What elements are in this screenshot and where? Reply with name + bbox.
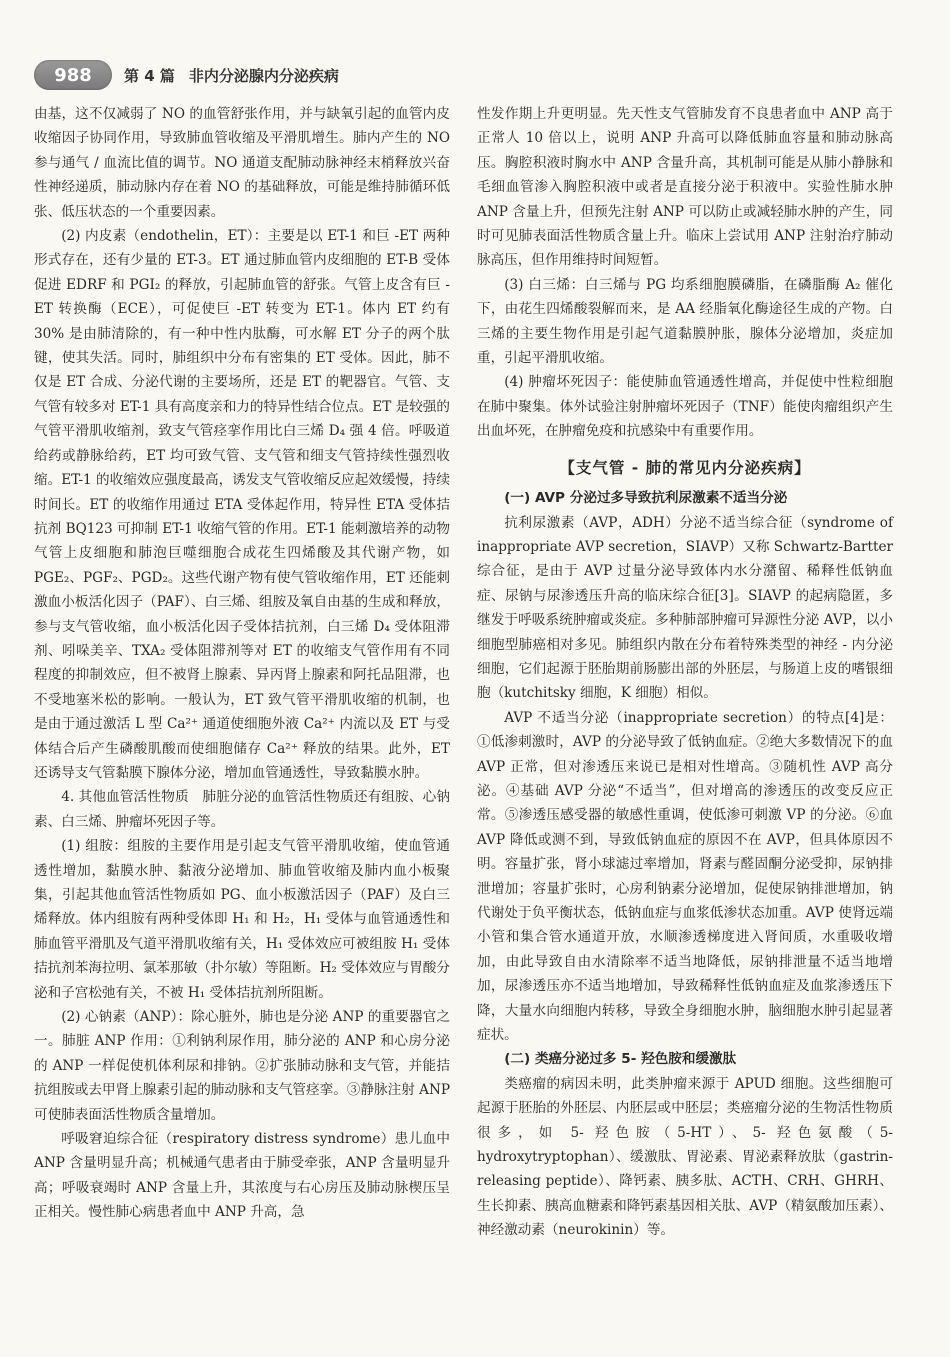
part-title: 非内分泌腺内分泌疾病 xyxy=(188,66,339,85)
paragraph: (4) 肿瘤坏死因子：能使肺血管通透性增高，并促使中性粒细胞在肺中聚集。体外试验注射肿瘤坏死因子（TNF）能使肉瘤组织产生出血坏死，在肿瘤免疫和抗感染中有重要作用。 xyxy=(477,374,893,440)
subsection-heading: (一) AVP 分泌过多导致抗利尿激素不适当分泌 xyxy=(504,490,788,507)
page-number: 988 xyxy=(34,60,112,90)
paragraph: (2) 心钠素（ANP）：除心脏外，肺也是分泌 ANP 的重要器官之一。肺脏 ANP 作用：①利钠利尿作用，肺分泌的 ANP 和心房分泌的 ANP 一样促使机体利尿和排钠。②扩张肺动脉和支气管，并能拮抗组胺或去甲肾上腺素引起的肺动脉和支气管痉挛。③静脉注射 ANP 可使肺表面活性物质含量增加。 xyxy=(34,1009,450,1123)
right-column xyxy=(477,102,893,1243)
section-heading: 【支气管 - 肺的常见内分泌疾病】 xyxy=(559,458,811,477)
paragraph: 抗利尿激素（AVP，ADH）分泌不适当综合征（syndrome of inappropriate AVP secretion，SIAVP）又称 Schwartz-Bartter 综合征，是由于 AVP 过量分泌导致体内水分潴留、稀释性低钠血症、尿钠与尿渗透压升高的临床综合征[3]。SIAVP 的起病隐匿，多继发于呼吸系统肿瘤或炎症。多种肺部肿瘤可异源性分泌 AVP，以小细胞型肺癌相对多见。肺组织内散在分布着特殊类型的神经 - 内分泌细胞，它们起源于胚胎期前肠膨出部的外胚层，与肠道上皮的嗜银细胞（kutchitsky 细胞，K 细胞）相似。 xyxy=(477,514,893,702)
subsection-heading: (二) 类癌分泌过多 5- 羟色胺和缓激肽 xyxy=(504,1051,737,1068)
paragraph: (3) 白三烯：白三烯与 PG 均系细胞膜磷脂，在磷脂酶 A₂ 催化下，由花生四烯酸裂解而来，是 AA 经脂氧化酶途径生成的产物。白三烯的主要生物作用是引起气道黏膜肿胀，腺体分泌增加，炎症加重，引起平滑肌收缩。 xyxy=(477,276,893,367)
paragraph: 呼吸窘迫综合征（respiratory distress syndrome）患儿血中 ANP 含量明显升高；机械通气患者由于肺受牵张，ANP 含量明显升高；呼吸衰竭时 ANP 含量上升，其浓度与右心房压及肺动脉楔压呈正相关。慢性肺心病患者血中 ANP 升高，急 xyxy=(34,1131,450,1221)
page-header xyxy=(34,58,914,92)
paragraph: 性发作期上升更明显。先天性支气管肺发育不良患者血中 ANP 高于正常人 10 倍以上，说明 ANP 升高可以降低肺血容量和肺动脉高压。胸腔积液时胸水中 ANP 含量升高，其机制可能是从肺小静脉和毛细血管渗入胸腔积液中或者是直接分泌于积液中。实验性肺水肿 ANP 含量上升，但预先注射 ANP 可以防止或减轻肺水肿的产生，同时可见肺表面活性物质含量上升。临床上尝试用 ANP 注射治疗肺动脉高压，但作用维持时间短暂。 xyxy=(477,106,893,269)
part-label: 第 4 篇 xyxy=(124,66,175,85)
paragraph: 类癌瘤的病因未明，此类肿瘤来源于 APUD 细胞。这些细胞可起源于胚胎的外胚层、内胚层或中胚层；类癌瘤分泌的生物活性物质很多，如 5- 羟色胺（5-HT）、5- 羟色氨酸（5-hydroxytryptophan）、缓激肽、胃泌素、胃泌素释放肽（gastrin-releasing peptide）、降钙素、胰多肽、ACTH、CRH、GHRH、生长抑素、胰高血糖素和降钙素基因相关肽、AVP（精氨酸加压素）、神经激动素（neurokinin）等。 xyxy=(477,1075,893,1239)
paragraph: (1) 组胺：组胺的主要作用是引起支气管平滑肌收缩，使血管通透性增加，黏膜水肿、黏液分泌增加、肺血管收缩及肺内血小板聚集，引起其他血管活性物质如 PG、血小板激活因子（PAF）及白三烯释放。体内组胺有两种受体即 H₁ 和 H₂，H₁ 受体与血管通透性和肺血管平滑肌及气道平滑肌收缩有关，H₁ 受体效应可被组胺 H₁ 受体拮抗剂苯海拉明、氯苯那敏（扑尔敏）等阻断。H₂ 受体效应与胃酸分泌和子宫松弛有关，不被 H₁ 受体拮抗剂所阻断。 xyxy=(34,838,450,1001)
paragraph: (2) 内皮素（endothelin，ET）：主要是以 ET-1 和巨 -ET 两种形式存在，还有少量的 ET-3。ET 通过肺血管内皮细胞的 ET-B 受体促进 EDRF 和 PGI₂ 的释放，引起肺血管的舒张。气管上皮含有巨 -ET 转换酶（ECE），可促使巨 -ET 转变为 ET-1。体内 ET 约有 30% 是由肺清除的，有一种中性内肽酶，可水解 ET 分子的两个肽键，使其失活。同时，肺组织中分布有密集的 ET 受体。因此，肺不仅是 ET 合成、分泌代谢的主要场所，还是 ET 的靶器官。气管、支气管有较多对 ET-1 具有高度亲和力的特异性结合位点。ET 是较强的气管平滑肌收缩剂，致支气管痉挛作用比白三烯 D₄ 强 4 倍。呼吸道给药或静脉给药，ET 均可致气管、支气管和细支气管持续性强烈收缩。ET-1 的收缩效应强度最高，诱发支气管收缩反应起效缓慢，持续时间长。ET 的收缩作用通过 ETA 受体起作用，特异性 ETA 受体拮抗剂 BQ123 可抑制 ET-1 收缩气管的作用。ET-1 能刺激培养的动物气管上皮细胞和肺泡巨噬细胞合成花生四烯酸及其代谢产物，如 PGE₂、PGF₂、PGD₂。这些代谢产物有使气管收缩作用，ET 还能刺激血小板活化因子（PAF）、白三烯、组胺及氧自由基的生成和释放，参与支气管收缩，血小板活化因子受体拮抗剂，白三烯 D₄ 受体阻滞剂、吲哚美辛、TXA₂ 受体阻滞剂等对 ET 的收缩支气管作用有不同程度的抑制效应，但不被肾上腺素、异丙肾上腺素和阿托品阻滞，也不受地塞米松的影响。一般认为，ET 致气管平滑肌收缩的机制，也是由于通过激活 L 型 Ca²⁺ 通道使细胞外液 Ca²⁺ 内流以及 ET 与受体结合后产生磷酸肌酸而使细胞储存 Ca²⁺ 释放的结果。此外，ET 还诱导支气管黏膜下腺体分泌，增加血管通透性，导致黏膜水肿。 xyxy=(34,228,450,781)
paragraph: 由基，这不仅减弱了 NO 的血管舒张作用，并与缺氧引起的血管内皮收缩因子协同作用，导致肺血管收缩及平滑肌增生。肺内产生的 NO 参与通气 / 血流比值的调节。NO 通道支配肺动脉神经末梢释放兴奋性神经递质，肺动脉内存在着 NO 的基础释放，可能是维持肺循环低张、低压状态的一个重要因素。 xyxy=(34,106,450,220)
paragraph: 4. 其他血管活性物质 肺脏分泌的血管活性物质还有组胺、心钠素、白三烯、肿瘤坏死因子等。 xyxy=(34,789,450,830)
left-column xyxy=(34,102,450,1225)
paragraph: AVP 不适当分泌（inappropriate secretion）的特点[4]是：①低渗刺激时，AVP 的分泌导致了低钠血症。②绝大多数情况下的血 AVP 正常，但对渗透压来说已是相对性增高。③随机性 AVP 高分泌。④基础 AVP 分泌“不适当”，但对增高的渗透压的改变反应正常。⑤渗透压感受器的敏感性重调，使低渗可刺激 VP 的分泌。⑥血 AVP 降低或测不到，导致低钠血症的原因不在 AVP，但具体原因不明。容量扩张，肾小球滤过率增加，肾素与醛固酮分泌受抑，尿钠排泄增加；容量扩张时，心房利钠素分泌增加，促使尿钠排泄增加，钠代谢处于负平衡状态，低钠血症与血浆低渗状态加重。AVP 使肾远端小管和集合管水通道开放，水顺渗透梯度进入肾间质，水重吸收增加，由此导致自由水清除率不适当地降低，尿钠排泄量不适当地增加，尿渗透压亦不适当地增加，导致稀释性低钠血症及血浆渗透压下降，大量水向细胞内转移，导致全身细胞水肿，脑细胞水肿引起显著症状。 xyxy=(477,709,893,1044)
